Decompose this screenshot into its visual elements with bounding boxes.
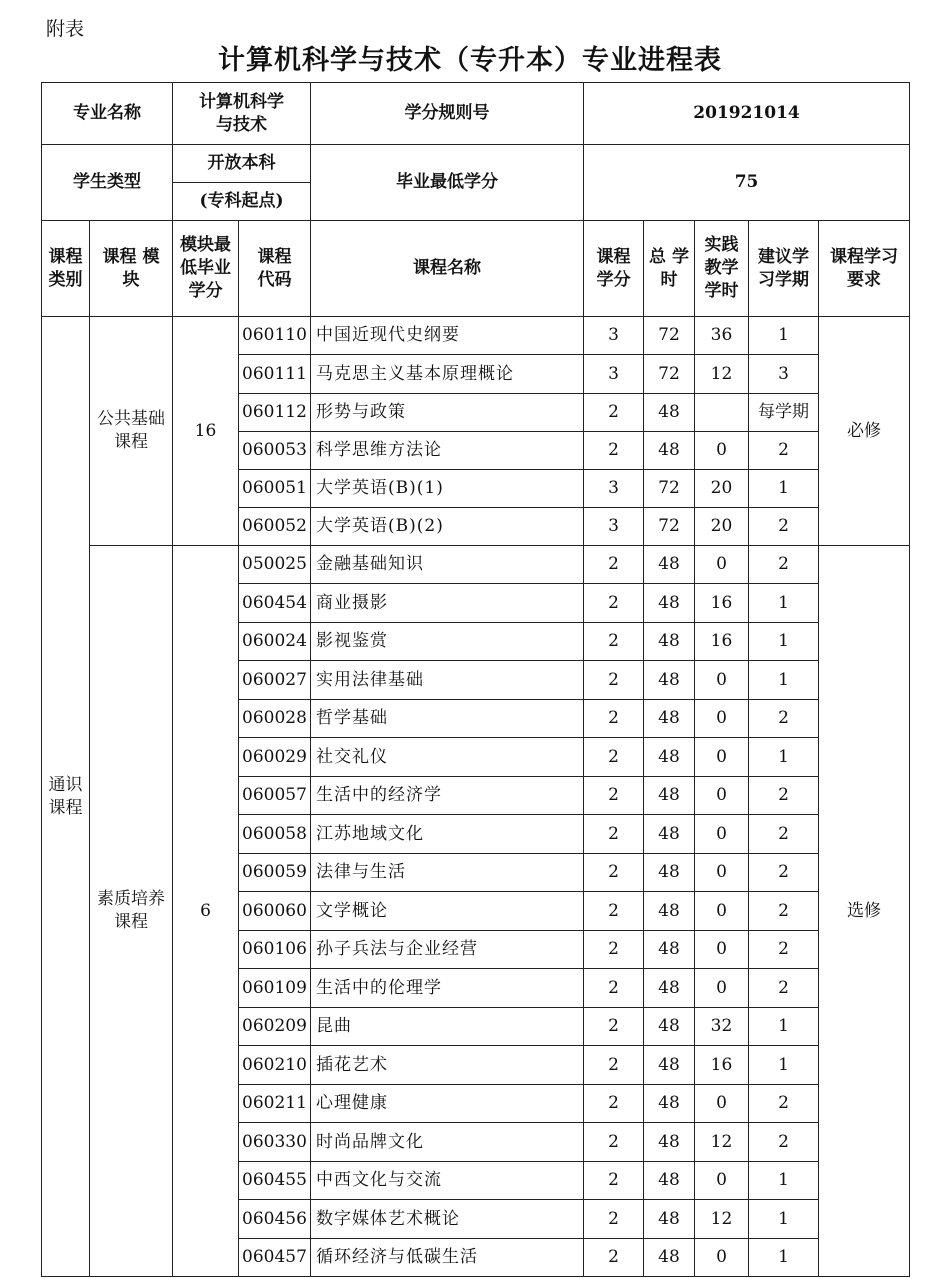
course-name: 马克思主义基本原理概论 <box>311 355 584 394</box>
credit-rule-label: 学分规则号 <box>311 83 584 145</box>
course-name: 大学英语(B)(2) <box>311 508 584 546</box>
course-name: 科学思维方法论 <box>311 432 584 470</box>
course-hours: 72 <box>644 508 695 546</box>
course-credit: 2 <box>584 969 644 1008</box>
course-code: 060028 <box>239 700 311 738</box>
course-credit: 2 <box>584 1008 644 1046</box>
course-practice-hours: 32 <box>695 1008 749 1046</box>
course-credit: 2 <box>584 1162 644 1200</box>
min-credit-label: 毕业最低学分 <box>311 145 584 221</box>
course-semester: 1 <box>749 1239 819 1277</box>
module-quality <box>90 546 173 1277</box>
course-hours: 48 <box>644 584 695 623</box>
course-code: 060052 <box>239 508 311 546</box>
practice-hours-header-line-1: 实践 <box>704 235 739 255</box>
course-credit-header <box>584 221 644 317</box>
course-code: 060051 <box>239 470 311 508</box>
suggested-semester-header-line-2: 习学期 <box>758 269 809 290</box>
course-credit: 3 <box>584 470 644 508</box>
course-hours: 48 <box>644 1200 695 1239</box>
requirement-required: 必修 <box>819 317 910 546</box>
course-practice-hours: 0 <box>695 1162 749 1200</box>
course-practice-hours: 0 <box>695 1239 749 1277</box>
course-code: 060456 <box>239 1200 311 1239</box>
course-code: 060059 <box>239 854 311 892</box>
course-semester: 1 <box>749 1046 819 1085</box>
course-practice-hours: 16 <box>695 623 749 661</box>
course-credit: 2 <box>584 584 644 623</box>
course-hours: 48 <box>644 815 695 854</box>
course-practice-hours: 20 <box>695 470 749 508</box>
course-name-header <box>311 221 584 317</box>
module-min-credit-header <box>173 221 239 317</box>
course-credit: 2 <box>584 892 644 931</box>
table-row <box>42 317 910 355</box>
course-code: 060029 <box>239 738 311 777</box>
course-hours: 48 <box>644 700 695 738</box>
course-code: 060053 <box>239 432 311 470</box>
course-credit: 3 <box>584 355 644 394</box>
student-type-value: 开放本科 <box>173 145 311 183</box>
course-credit: 2 <box>584 394 644 432</box>
study-requirement-header <box>819 221 910 317</box>
course-practice-hours <box>695 394 749 432</box>
course-code-header <box>239 221 311 317</box>
course-name: 生活中的伦理学 <box>311 969 584 1008</box>
study-requirement-header-line-2: 要求 <box>847 269 882 290</box>
course-practice-hours: 0 <box>695 546 749 584</box>
course-semester: 2 <box>749 508 819 546</box>
course-name: 法律与生活 <box>311 854 584 892</box>
course-credit-header-line-1: 课程 <box>596 246 631 267</box>
course-credit: 2 <box>584 931 644 969</box>
course-practice-hours: 12 <box>695 355 749 394</box>
course-hours: 48 <box>644 1162 695 1200</box>
course-name: 插花艺术 <box>311 1046 584 1085</box>
course-practice-hours: 0 <box>695 777 749 815</box>
course-semester: 2 <box>749 854 819 892</box>
course-semester: 2 <box>749 1085 819 1123</box>
module-min-credit-header-line-3: 学分 <box>188 281 223 301</box>
course-credit: 2 <box>584 1085 644 1123</box>
major-name-value-line-1: 计算机科学 <box>199 91 284 112</box>
module-public-min-credit: 16 <box>173 317 239 546</box>
student-type-label: 学生类型 <box>42 145 173 221</box>
course-credit: 2 <box>584 1239 644 1277</box>
course-name: 影视鉴赏 <box>311 623 584 661</box>
course-hours: 48 <box>644 1046 695 1085</box>
course-semester: 1 <box>749 1200 819 1239</box>
course-credit: 3 <box>584 317 644 355</box>
course-semester: 2 <box>749 700 819 738</box>
module-min-credit-header-line-2: 低毕业 <box>180 258 231 278</box>
course-hours: 48 <box>644 394 695 432</box>
course-code: 060027 <box>239 661 311 700</box>
course-code: 060210 <box>239 1046 311 1085</box>
suggested-semester-header-line-1: 建议学 <box>758 246 809 267</box>
course-credit: 2 <box>584 1200 644 1239</box>
category-header <box>42 221 90 317</box>
course-semester: 2 <box>749 546 819 584</box>
course-name: 昆曲 <box>311 1008 584 1046</box>
course-code: 060112 <box>239 394 311 432</box>
module-header-line-2: 块 <box>122 269 140 290</box>
course-practice-hours: 0 <box>695 815 749 854</box>
course-credit: 2 <box>584 661 644 700</box>
table-row <box>42 546 910 584</box>
course-credit: 2 <box>584 815 644 854</box>
practice-hours-header-line-2: 教学 <box>704 258 739 278</box>
course-hours: 48 <box>644 1085 695 1123</box>
course-code: 060109 <box>239 969 311 1008</box>
course-category-cell <box>42 317 90 1277</box>
course-code: 060457 <box>239 1239 311 1277</box>
practice-hours-header <box>695 221 749 317</box>
module-header-line-1: 课程 模 <box>102 246 160 267</box>
page-title: 计算机科学与技术（专升本）专业进程表 <box>218 45 722 76</box>
course-credit: 2 <box>584 546 644 584</box>
course-practice-hours: 12 <box>695 1200 749 1239</box>
appendix-label: 附表 <box>46 18 85 40</box>
course-credit: 2 <box>584 432 644 470</box>
program-schedule-table <box>41 82 910 1277</box>
course-code: 060209 <box>239 1008 311 1046</box>
course-practice-hours: 0 <box>695 969 749 1008</box>
course-name: 文学概论 <box>311 892 584 931</box>
course-credit: 2 <box>584 777 644 815</box>
course-practice-hours: 0 <box>695 432 749 470</box>
course-credit: 2 <box>584 1046 644 1085</box>
course-credit-header-line-2: 学分 <box>596 269 631 290</box>
major-name-value-line-2: 与技术 <box>216 114 267 135</box>
module-min-credit-header-line-1: 模块最 <box>180 235 231 255</box>
course-semester: 2 <box>749 815 819 854</box>
course-semester: 1 <box>749 623 819 661</box>
suggested-semester-header <box>749 221 819 317</box>
course-hours: 72 <box>644 355 695 394</box>
course-practice-hours: 0 <box>695 700 749 738</box>
course-name: 孙子兵法与企业经营 <box>311 931 584 969</box>
course-hours: 48 <box>644 1008 695 1046</box>
course-semester: 2 <box>749 969 819 1008</box>
course-name-header-line-1: 课程名称 <box>413 258 481 278</box>
course-practice-hours: 16 <box>695 1046 749 1085</box>
course-name: 时尚品牌文化 <box>311 1123 584 1162</box>
course-code: 060330 <box>239 1123 311 1162</box>
course-code: 060211 <box>239 1085 311 1123</box>
course-code: 060454 <box>239 584 311 623</box>
course-semester: 1 <box>749 738 819 777</box>
course-credit: 2 <box>584 700 644 738</box>
credit-rule-value: 201921014 <box>584 83 910 145</box>
course-semester: 1 <box>749 317 819 355</box>
course-code-header-line-2: 代码 <box>257 269 292 290</box>
course-code: 060110 <box>239 317 311 355</box>
course-hours: 48 <box>644 546 695 584</box>
total-hours-header <box>644 221 695 317</box>
course-credit: 2 <box>584 854 644 892</box>
course-credit: 2 <box>584 1123 644 1162</box>
course-hours: 72 <box>644 470 695 508</box>
course-hours: 48 <box>644 432 695 470</box>
course-semester: 1 <box>749 1162 819 1200</box>
min-credit-value: 75 <box>584 145 910 221</box>
info-row-major <box>42 83 910 145</box>
course-hours: 72 <box>644 317 695 355</box>
course-code: 060060 <box>239 892 311 931</box>
course-name: 中西文化与交流 <box>311 1162 584 1200</box>
info-row-student-type <box>42 145 910 183</box>
module-public-basic-line-2: 课程 <box>114 432 148 452</box>
course-category-line-2: 课程 <box>48 797 83 818</box>
course-credit: 2 <box>584 738 644 777</box>
course-credit: 3 <box>584 508 644 546</box>
course-practice-hours: 0 <box>695 892 749 931</box>
course-practice-hours: 36 <box>695 317 749 355</box>
course-practice-hours: 16 <box>695 584 749 623</box>
module-header <box>90 221 173 317</box>
module-quality-min-credit: 6 <box>173 546 239 1277</box>
course-semester: 1 <box>749 1008 819 1046</box>
module-public-basic-line-1: 公共基础 <box>97 409 165 429</box>
course-practice-hours: 20 <box>695 508 749 546</box>
study-requirement-header-line-1: 课程学习 <box>830 246 899 267</box>
course-code: 060058 <box>239 815 311 854</box>
course-semester: 1 <box>749 584 819 623</box>
course-code: 060024 <box>239 623 311 661</box>
course-hours: 48 <box>644 1239 695 1277</box>
course-name: 江苏地域文化 <box>311 815 584 854</box>
course-code: 060106 <box>239 931 311 969</box>
course-semester: 2 <box>749 777 819 815</box>
course-name: 金融基础知识 <box>311 546 584 584</box>
category-header-line-1: 课程 <box>48 246 83 267</box>
major-name-value <box>173 83 311 145</box>
course-name: 大学英语(B)(1) <box>311 470 584 508</box>
course-semester: 2 <box>749 432 819 470</box>
course-name: 循环经济与低碳生活 <box>311 1239 584 1277</box>
course-semester: 每学期 <box>749 394 819 432</box>
course-name: 形势与政策 <box>311 394 584 432</box>
course-category-line-1: 通识 <box>48 774 83 795</box>
student-type-note: (专科起点) <box>173 183 311 221</box>
total-hours-header-line-2: 时 <box>660 269 678 290</box>
course-hours: 48 <box>644 738 695 777</box>
practice-hours-header-line-3: 学时 <box>704 281 739 301</box>
course-name: 哲学基础 <box>311 700 584 738</box>
course-semester: 2 <box>749 1123 819 1162</box>
course-practice-hours: 0 <box>695 1085 749 1123</box>
course-hours: 48 <box>644 892 695 931</box>
course-practice-hours: 0 <box>695 854 749 892</box>
total-hours-header-line-1: 总 学 <box>649 246 689 267</box>
course-semester: 3 <box>749 355 819 394</box>
course-code: 060111 <box>239 355 311 394</box>
course-hours: 48 <box>644 1123 695 1162</box>
course-semester: 2 <box>749 892 819 931</box>
course-practice-hours: 12 <box>695 1123 749 1162</box>
module-public-basic <box>90 317 173 546</box>
column-header-row <box>42 221 910 317</box>
course-hours: 48 <box>644 623 695 661</box>
course-name: 实用法律基础 <box>311 661 584 700</box>
course-semester: 1 <box>749 661 819 700</box>
course-code-header-line-1: 课程 <box>257 246 292 267</box>
course-hours: 48 <box>644 969 695 1008</box>
course-hours: 48 <box>644 777 695 815</box>
module-quality-line-1: 素质培养 <box>97 889 165 909</box>
category-header-line-2: 类别 <box>48 269 83 290</box>
major-name-label: 专业名称 <box>42 83 173 145</box>
course-name: 社交礼仪 <box>311 738 584 777</box>
course-practice-hours: 0 <box>695 661 749 700</box>
requirement-elective: 选修 <box>819 546 910 1277</box>
course-practice-hours: 0 <box>695 931 749 969</box>
course-credit: 2 <box>584 623 644 661</box>
course-name: 心理健康 <box>311 1085 584 1123</box>
course-practice-hours: 0 <box>695 738 749 777</box>
course-hours: 48 <box>644 661 695 700</box>
course-name: 生活中的经济学 <box>311 777 584 815</box>
course-code: 050025 <box>239 546 311 584</box>
course-name: 数字媒体艺术概论 <box>311 1200 584 1239</box>
course-hours: 48 <box>644 931 695 969</box>
course-code: 060455 <box>239 1162 311 1200</box>
course-hours: 48 <box>644 854 695 892</box>
course-name: 商业摄影 <box>311 584 584 623</box>
course-name: 中国近现代史纲要 <box>311 317 584 355</box>
course-semester: 1 <box>749 470 819 508</box>
course-semester: 2 <box>749 931 819 969</box>
course-code: 060057 <box>239 777 311 815</box>
module-quality-line-2: 课程 <box>114 912 148 932</box>
